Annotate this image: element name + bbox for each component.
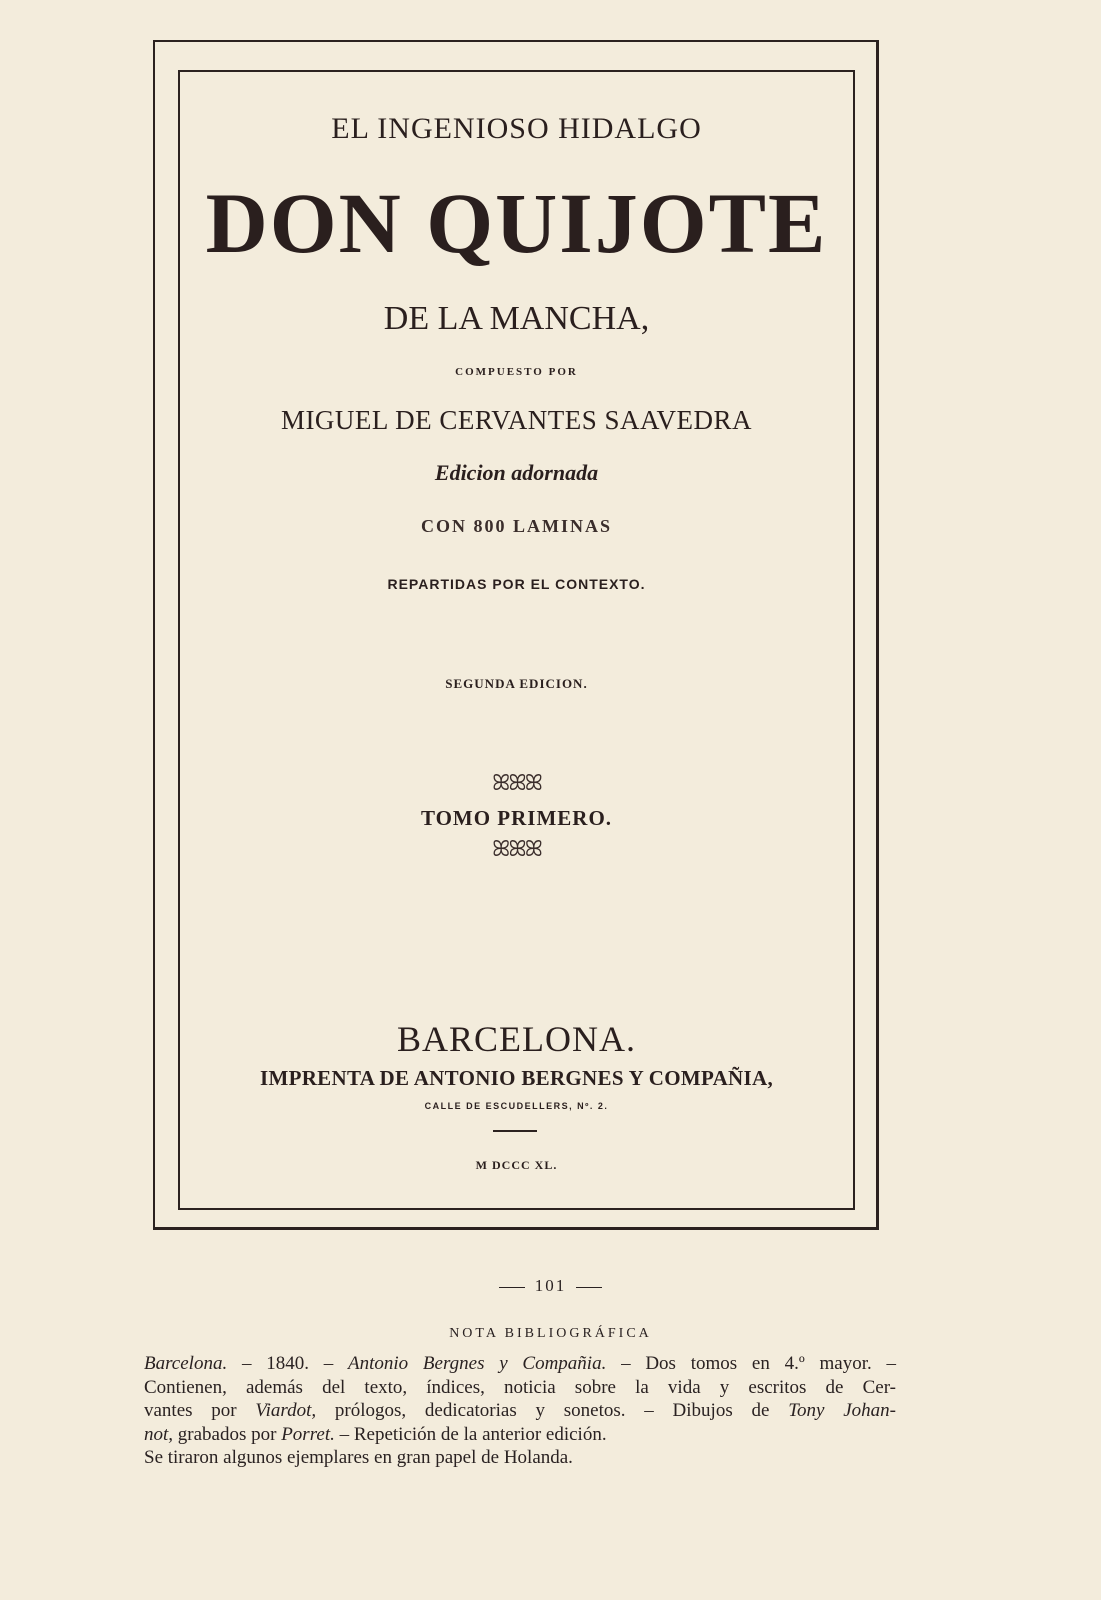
- imprint-year: M DCCC XL.: [475, 1158, 558, 1172]
- author-name: MIGUEL DE CERVANTES SAAVEDRA: [280, 405, 753, 435]
- note-heading: NOTA BIBLIOGRÁFICA: [449, 1326, 652, 1341]
- title-don-quijote: DON QUIJOTE: [205, 175, 828, 271]
- note-line: Contienen, además del texto, índices, noticia sobre la vida y escritos de Cer-: [144, 1376, 896, 1398]
- note-line: [144, 1423, 896, 1447]
- note-line: [144, 1399, 896, 1423]
- note-text: prólogos, dedicatorias y sonetos. – Dibujos de: [316, 1400, 789, 1421]
- imprint-address: CALLE DE ESCUDELLERS, Nº. 2.: [424, 1101, 609, 1111]
- edition-number: SEGUNDA EDICION.: [445, 676, 588, 691]
- note-name-porret: Porret.: [281, 1423, 335, 1445]
- note-line: Se tiraron algunos ejemplares en gran papel de Holanda.: [144, 1447, 573, 1468]
- note-text: grabados por: [173, 1423, 282, 1445]
- page-number-dash-left: [499, 1287, 525, 1288]
- note-city: Barcelona.: [144, 1353, 228, 1374]
- note-year: – 1840. –: [227, 1353, 348, 1374]
- ornament-bottom: ꕤꕤꕤ: [492, 836, 541, 861]
- note-format: – Dos tomos en 4.º mayor. –: [606, 1353, 896, 1374]
- note-publisher: Antonio Bergnes y Compañia.: [347, 1353, 607, 1374]
- title-de-la-mancha: DE LA MANCHA,: [383, 300, 650, 337]
- note-name-viardot: Viardot,: [255, 1400, 317, 1421]
- note-text: – Repetición de la anterior edición.: [334, 1423, 607, 1445]
- note-name-johannot-end: not,: [144, 1423, 174, 1445]
- edition-adorned: Edicion adornada: [434, 460, 599, 485]
- note-name-johannot: Tony Johan-: [788, 1400, 896, 1421]
- imprint-rule: [493, 1130, 537, 1132]
- note-line: [144, 1352, 896, 1376]
- title-line-ingenioso: EL INGENIOSO HIDALGO: [331, 112, 702, 145]
- plates-distribution: REPARTIDAS POR EL CONTEXTO.: [387, 576, 646, 592]
- note-text: vantes por: [144, 1400, 256, 1421]
- imprint-printer: IMPRENTA DE ANTONIO BERGNES Y COMPAÑIA,: [259, 1066, 774, 1090]
- page-number: [0, 1276, 1101, 1296]
- plates-count: CON 800 LAMINAS: [420, 516, 612, 536]
- volume-label: TOMO PRIMERO.: [420, 806, 613, 830]
- ornament-top: ꕤꕤꕤ: [492, 770, 541, 795]
- page-number-dash-right: [576, 1287, 602, 1288]
- page-number-value: 101: [534, 1276, 567, 1295]
- compuesto-por: COMPUESTO POR: [455, 366, 578, 378]
- imprint-city: BARCELONA.: [396, 1019, 636, 1059]
- bibliographic-note: [144, 1352, 896, 1470]
